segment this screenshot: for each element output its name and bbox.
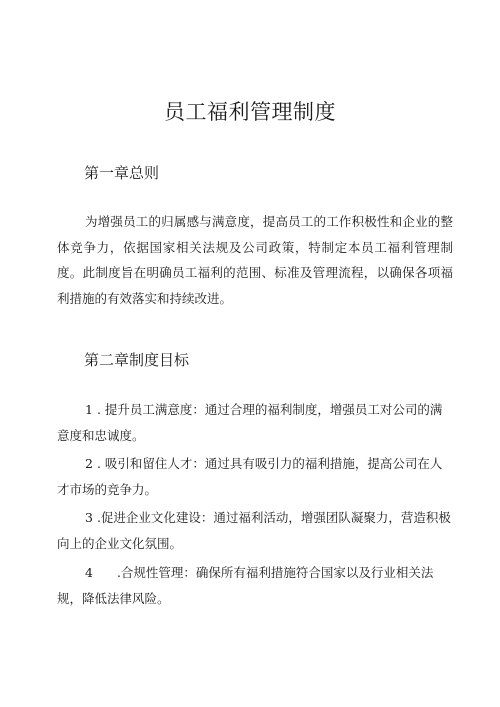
goal-item-number: 3 [85, 510, 93, 525]
goal-item-text: . 提升员工满意度：通过合理的福利制度，增强员工对公司的满意度和忠诚度。 [57, 402, 443, 443]
goal-item-4 [57, 560, 453, 611]
goal-item-number: 2 [85, 456, 93, 471]
goal-item-text: .合规性管理：确保所有福利措施符合国家以及行业相关法规，降低法律风险。 [57, 565, 434, 606]
goal-item-1 [57, 397, 453, 448]
goal-item-text: . 吸引和留住人才：通过具有吸引力的福利措施，提高公司在人才市场的竞争力。 [57, 456, 443, 497]
goal-item-text: .促进企业文化建设：通过福利活动，增强团队凝聚力，营造积极向上的企业文化氛围。 [57, 510, 451, 551]
goal-item-2 [57, 451, 453, 502]
chapter-1-heading: 第一章总则 [84, 164, 160, 182]
chapter-1-paragraph: 为增强员工的归属感与满意度，提高员工的工作积极性和企业的整体竞争力，依据国家相关法规及公司政策，特制定本员工福利管理制度。此制度旨在明确员工福利的范围、标准及管理流程，以确保各项福利措施的有效落实和持续改进。 [57, 214, 453, 306]
document-title: 员工福利管理制度 [164, 100, 336, 124]
chapter-2-heading: 第二章制度目标 [84, 351, 190, 369]
goal-item-number: 4 [85, 565, 93, 580]
goal-item-number: 1 [85, 402, 93, 417]
goal-item-3 [57, 505, 453, 556]
